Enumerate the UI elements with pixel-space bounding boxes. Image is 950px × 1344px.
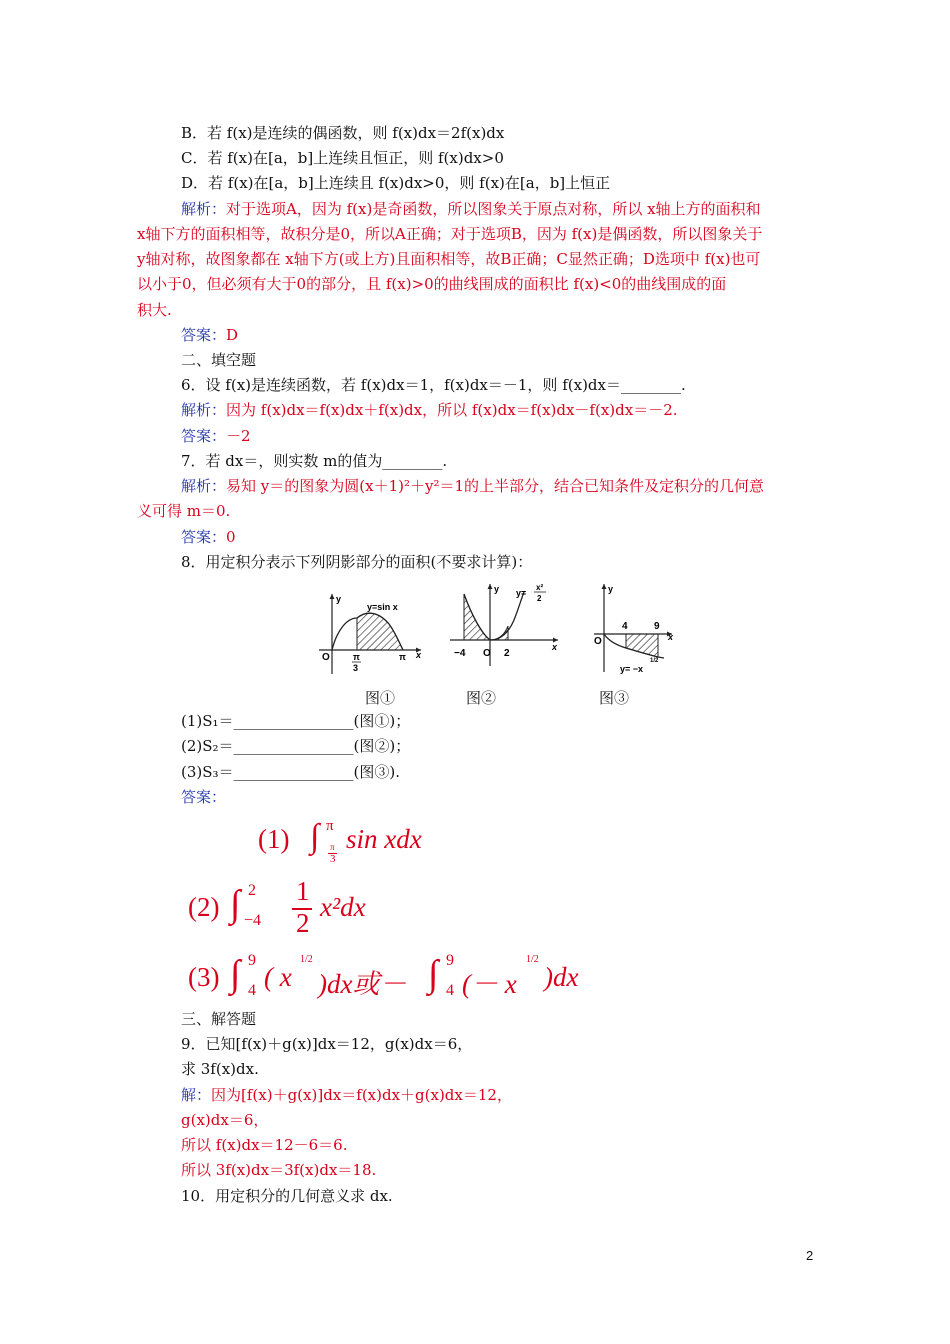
origin-label: O <box>483 648 491 659</box>
curve-denominator: 2 <box>537 594 542 603</box>
caption-fig-1: 图① <box>365 689 396 707</box>
caption-fig-3: 图③ <box>599 689 630 707</box>
analysis-7-line2: 义可得 m＝0. <box>137 502 231 520</box>
answer-6 <box>181 426 251 446</box>
exponent-2: 1/2 <box>526 954 539 965</box>
lower-limit-den: 3 <box>330 853 336 865</box>
analysis-label: 解析： <box>181 401 227 419</box>
question-8: 8．用定积分表示下列阴影部分的面积(不要求计算)： <box>181 553 533 571</box>
solution-9-line2: g(x)dx＝6， <box>181 1111 269 1129</box>
page-number: 2 <box>806 1248 814 1263</box>
curve-label: y= <box>516 588 527 598</box>
two-label: 2 <box>504 648 510 659</box>
curve-label: y=sin x <box>367 602 398 612</box>
x-axis-label: x <box>416 650 422 660</box>
solution-text: 因为[f(x)＋g(x)]dx＝f(x)dx＋g(x)dx＝12， <box>211 1086 512 1104</box>
figure-2 <box>446 578 562 668</box>
exponent: 1/2 <box>300 954 313 965</box>
pi-third-den: 3 <box>353 663 359 673</box>
curve-label: y= −x <box>620 664 644 674</box>
integrand-part3: (－ x <box>462 969 517 999</box>
upper-limit: 9 <box>248 952 256 969</box>
option-c: C．若 f(x)在[a，b]上连续且恒正，则 f(x)dx>0 <box>181 149 504 167</box>
lower-limit-2: 4 <box>446 982 454 999</box>
answer-value: －2 <box>226 427 251 445</box>
caption-fig-2: 图② <box>466 689 497 707</box>
analysis-label: 解析： <box>181 200 227 218</box>
upper-limit: 2 <box>248 882 256 899</box>
lower-limit: 4 <box>248 982 256 999</box>
minus-four-label: −4 <box>454 648 466 659</box>
upper-limit-2: 9 <box>446 952 454 969</box>
integrand: sin xdx <box>346 824 422 854</box>
lower-limit-num: π <box>330 842 335 852</box>
origin-label: O <box>594 636 602 647</box>
answer-8-1 <box>258 818 498 870</box>
integral-sign: ∫ <box>230 883 241 925</box>
answer-8-label: 答案： <box>181 788 227 806</box>
x-axis-label: x <box>668 632 674 642</box>
answer-8-2 <box>188 876 408 938</box>
integrand-part2: )dx或－ <box>318 969 407 999</box>
curve-exponent: 1/2 <box>650 658 659 664</box>
y-axis-label: y <box>608 584 614 594</box>
question-6: 6．设 f(x)是连续函数，若 f(x)dx＝1，f(x)dx＝－1，则 f(x)dx＝________. <box>181 376 686 394</box>
s3-blank: (3)S₃＝________________(图③). <box>181 763 401 781</box>
analysis-label: 解析： <box>181 477 227 495</box>
section-solve: 三、解答题 <box>181 1010 257 1028</box>
answer-label: 答案： <box>181 528 227 546</box>
analysis-6 <box>181 400 678 420</box>
s1-blank: (1)S₁＝________________(图①)； <box>181 712 411 730</box>
solution-label: 解： <box>181 1086 212 1104</box>
solution-9-line1 <box>181 1085 512 1105</box>
lower-limit: −4 <box>244 912 262 929</box>
solution-9-line4: 所以 3f(x)dx＝3f(x)dx＝18. <box>181 1161 377 1179</box>
figure-3 <box>590 578 686 676</box>
answer-label: 答案： <box>181 427 227 445</box>
integral-sign-2: ∫ <box>428 953 439 995</box>
fraction-denominator: 2 <box>296 908 310 938</box>
answer-5 <box>181 325 238 345</box>
answer-value: 0 <box>226 528 236 546</box>
option-b: B．若 f(x)是连续的偶函数，则 f(x)dx＝2f(x)dx <box>181 124 505 142</box>
answer-label: 答案： <box>181 326 227 344</box>
answer-prefix: (2) <box>188 892 220 922</box>
question-7: 7．若 dx＝，则实数 m的值为________. <box>181 452 448 470</box>
answer-prefix: (3) <box>188 962 220 992</box>
y-axis-label: y <box>494 584 500 594</box>
analysis-5-line1 <box>181 199 761 219</box>
section-fill-blank: 二、填空题 <box>181 351 257 369</box>
x-axis-label: x <box>552 642 558 652</box>
four-label: 4 <box>622 621 628 632</box>
pi-label: π <box>399 652 406 662</box>
analysis-5-line2: x轴下方的面积相等，故积分是0，所以A正确；对于选项B，因为 f(x)是偶函数，所以图象关于 <box>137 225 763 243</box>
analysis-5-line3: y轴对称，故图象都在 x轴下方(或上方)且面积相等，故B正确；C显然正确；D选项中 f(x)也可 <box>137 250 761 268</box>
integrand-part1: ( x <box>264 962 292 992</box>
origin-label: O <box>322 652 330 663</box>
answer-8-3 <box>188 950 608 1006</box>
solution-9-line3: 所以 f(x)dx＝12－6＝6. <box>181 1136 348 1154</box>
pi-third-num: π <box>353 652 360 662</box>
upper-limit: π <box>326 818 334 834</box>
question-9-cont: 求 3f(x)dx. <box>181 1060 259 1078</box>
integrand: x²dx <box>320 892 366 922</box>
question-10: 10．用定积分的几何意义求 dx. <box>181 1187 393 1205</box>
fraction-numerator: 1 <box>296 876 310 906</box>
curve-numerator: x² <box>536 583 544 592</box>
analysis-text: 因为 f(x)dx＝f(x)dx＋f(x)dx，所以 f(x)dx＝f(x)dx－f(x)dx＝－2. <box>226 401 678 419</box>
answer-7 <box>181 527 236 547</box>
integrand-part4: )dx <box>544 962 579 992</box>
analysis-5-line4: 以小于0，但必须有大于0的部分，且 f(x)>0的曲线围成的面积比 f(x)<0的曲线围成的面 <box>137 275 727 293</box>
analysis-7-line1 <box>181 476 764 496</box>
s2-blank: (2)S₂＝________________(图②)； <box>181 737 411 755</box>
integral-sign: ∫ <box>310 818 320 855</box>
analysis-5-line5: 积大. <box>137 301 172 319</box>
y-axis-label: y <box>336 594 342 604</box>
analysis-text: 易知 y＝的图象为圆(x＋1)²＋y²＝1的上半部分，结合已知条件及定积分的几何意 <box>226 477 765 495</box>
question-9: 9．已知[f(x)＋g(x)]dx＝12，g(x)dx＝6， <box>181 1035 473 1053</box>
analysis-text: 对于选项A，因为 f(x)是奇函数，所以图象关于原点对称，所以 x轴上方的面积和 <box>226 200 761 218</box>
answer-prefix: (1) <box>258 824 290 854</box>
answer-value: D <box>226 326 239 344</box>
figure-1 <box>315 588 427 676</box>
nine-label: 9 <box>654 621 660 632</box>
integral-sign: ∫ <box>230 953 241 995</box>
option-d: D．若 f(x)在[a，b]上连续且 f(x)dx>0，则 f(x)在[a，b]上恒正 <box>181 174 611 192</box>
